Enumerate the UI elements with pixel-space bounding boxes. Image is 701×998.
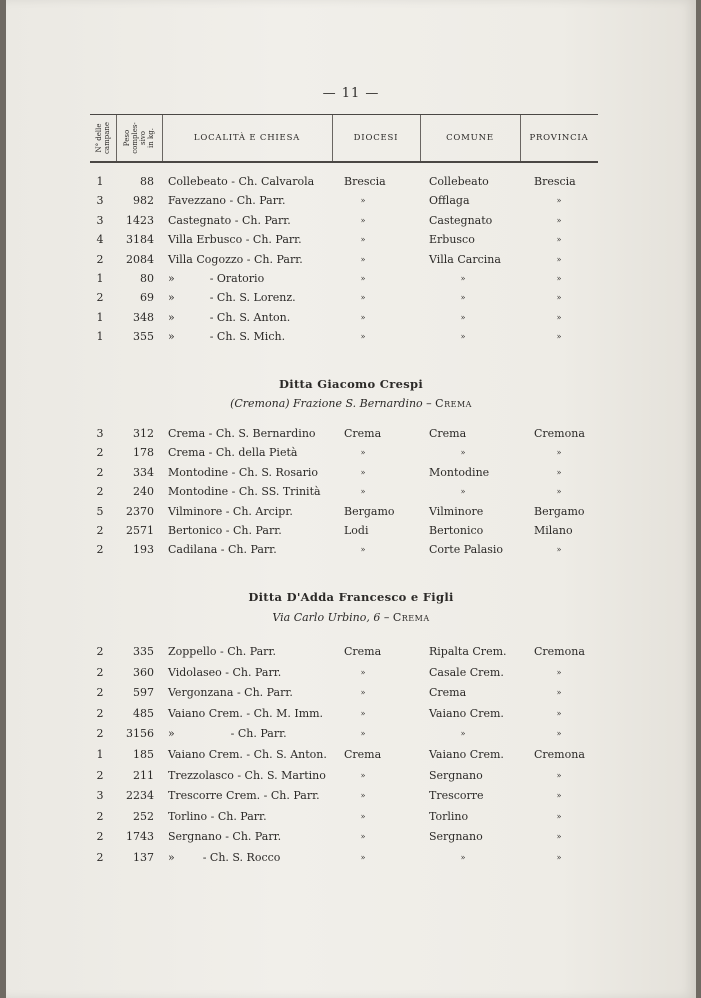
cell-comune: Offlaga [429, 194, 470, 208]
table-header [90, 114, 598, 163]
cell-comune: Bertonico [429, 524, 484, 537]
cell-diocesi: » [360, 312, 366, 322]
table-row [6, 289, 696, 307]
cell-provincia: Cremona [534, 748, 585, 761]
cell-peso: 597 [133, 686, 154, 700]
cell-peso: 334 [133, 465, 154, 479]
cell-localita: Vilminore - Ch. Arcipr. [168, 504, 293, 518]
header-comune: COMUNE [420, 115, 521, 161]
cell-num-campane: 2 [96, 446, 104, 460]
cell-comune: Crema [429, 686, 467, 700]
cell-peso: 485 [133, 706, 154, 720]
cell-localita: » - Ch. S. Rocco [168, 851, 281, 864]
header-diocesi: DIOCESI [332, 115, 421, 161]
cell-num-campane: 2 [96, 645, 104, 658]
cell-num-campane: 2 [96, 252, 104, 266]
section-title-crespi: Ditta Giacomo Crespi [279, 377, 423, 391]
cell-localita: Villa Cogozzo - Ch. Parr. [168, 252, 303, 266]
table-row [6, 503, 696, 521]
cell-peso: 2084 [126, 252, 154, 266]
cell-localita: Trezzolasco - Ch. S. Martino [168, 768, 326, 782]
table-row [6, 808, 696, 826]
cell-localita: » - Ch. S. Anton. [168, 310, 291, 324]
document-page [6, 0, 696, 998]
cell-provincia: » [556, 467, 562, 477]
cell-provincia: Cremona [534, 427, 585, 440]
cell-localita: » - Oratorio [168, 272, 265, 285]
cell-localita: Cadilana - Ch. Parr. [168, 543, 277, 557]
cell-provincia: » [556, 853, 562, 862]
header-num-campane: N° delle campane [90, 115, 117, 161]
cell-num-campane: 2 [96, 809, 104, 823]
cell-comune: » [460, 853, 466, 862]
cell-peso: 211 [133, 768, 154, 782]
cell-diocesi: » [360, 235, 366, 245]
page-number: — 11 — [322, 86, 380, 101]
cell-peso: 88 [140, 175, 154, 188]
table-row [6, 483, 696, 501]
cell-diocesi: Crema [344, 748, 382, 761]
cell-localita: Collebeato - Ch. Calvarola [168, 175, 315, 188]
cell-peso: 2370 [126, 504, 154, 518]
cell-provincia: » [556, 811, 562, 821]
cell-provincia: » [556, 708, 562, 718]
cell-comune: Trescorre [429, 789, 484, 803]
cell-comune: Torlino [429, 809, 469, 823]
cell-peso: 3156 [126, 727, 154, 741]
cell-comune: Vaiano Crem. [429, 706, 504, 720]
cell-diocesi: » [360, 545, 366, 555]
cell-localita: Zoppello - Ch. Parr. [168, 645, 276, 658]
cell-peso: 312 [133, 427, 154, 440]
cell-peso: 2234 [126, 789, 154, 803]
cell-num-campane: 3 [96, 194, 104, 208]
cell-peso: 1743 [126, 830, 154, 844]
table-row [6, 464, 696, 482]
table-row [6, 767, 696, 785]
cell-diocesi: » [360, 708, 366, 718]
table-row [6, 212, 696, 230]
table-row [6, 828, 696, 846]
cell-diocesi: » [360, 487, 366, 497]
cell-comune: » [460, 729, 466, 739]
cell-num-campane: 1 [96, 310, 104, 324]
cell-num-campane: 2 [96, 485, 104, 499]
table-row [6, 231, 696, 249]
cell-peso: 69 [140, 291, 154, 305]
table-row [6, 192, 696, 210]
cell-provincia: » [556, 332, 562, 342]
header-localita: LOCALITÀ E CHIESA [162, 115, 333, 161]
cell-peso: 185 [133, 748, 154, 761]
cell-comune: Sergnano [429, 830, 483, 844]
cell-provincia: » [556, 293, 562, 303]
cell-diocesi: » [360, 811, 366, 821]
cell-diocesi: » [360, 467, 366, 477]
cell-comune: » [460, 274, 466, 283]
cell-provincia: » [556, 667, 562, 677]
cell-localita: Montodine - Ch. S. Rosario [168, 465, 319, 479]
cell-num-campane: 2 [96, 524, 104, 537]
cell-comune: Collebeato [429, 175, 489, 188]
section-subtitle-dadda: Via Carlo Urbino, 6 – Crema [272, 611, 430, 624]
cell-provincia: » [556, 545, 562, 555]
cell-num-campane: 5 [96, 504, 104, 518]
cell-localita: Vergonzana - Ch. Parr. [168, 686, 293, 700]
cell-peso: 1423 [126, 213, 154, 227]
cell-provincia: » [556, 487, 562, 497]
cell-comune: » [460, 332, 466, 342]
cell-comune: Castegnato [429, 213, 493, 227]
cell-comune: Casale Crem. [429, 665, 504, 679]
cell-num-campane: 2 [96, 291, 104, 305]
table-row [6, 725, 696, 743]
cell-peso: 252 [133, 809, 154, 823]
cell-num-campane: 3 [96, 789, 104, 803]
cell-provincia: Milano [534, 524, 573, 537]
cell-diocesi: » [360, 332, 366, 342]
table-row [6, 643, 696, 661]
cell-peso: 335 [133, 645, 154, 658]
cell-diocesi: » [360, 667, 366, 677]
cell-localita: Crema - Ch. S. Bernardino [168, 427, 316, 440]
table-row [6, 849, 696, 867]
section-subtitle-crespi: (Cremona) Frazione S. Bernardino – Crema [230, 397, 472, 410]
cell-localita: » - Ch. Parr. [168, 727, 287, 741]
cell-comune: Crema [429, 427, 467, 440]
cell-comune: Ripalta Crem. [429, 645, 507, 658]
cell-provincia: Brescia [534, 175, 576, 188]
cell-localita: Torlino - Ch. Parr. [168, 809, 267, 823]
cell-peso: 137 [133, 851, 154, 864]
cell-diocesi: » [360, 770, 366, 780]
cell-localita: Vidolaseo - Ch. Parr. [168, 665, 282, 679]
cell-comune: » [460, 312, 466, 322]
cell-diocesi: » [360, 196, 366, 206]
cell-comune: Villa Carcina [429, 252, 501, 266]
cell-diocesi: » [360, 688, 366, 698]
table-row [6, 746, 696, 764]
cell-diocesi: Brescia [344, 175, 386, 188]
cell-localita: Favezzano - Ch. Parr. [168, 194, 286, 208]
cell-diocesi: Bergamo [344, 504, 395, 518]
cell-localita: Vaiano Crem. - Ch. S. Anton. [168, 748, 327, 761]
cell-num-campane: 2 [96, 727, 104, 741]
cell-diocesi: » [360, 274, 366, 283]
cell-num-campane: 3 [96, 427, 104, 440]
cell-comune: Vilminore [429, 504, 484, 518]
cell-provincia: » [556, 832, 562, 842]
cell-diocesi: » [360, 215, 366, 225]
cell-peso: 2571 [126, 524, 154, 537]
cell-localita: Villa Erbusco - Ch. Parr. [168, 233, 302, 247]
cell-num-campane: 4 [96, 233, 104, 247]
cell-comune: Montodine [429, 465, 490, 479]
table-row [6, 425, 696, 443]
table-row [6, 309, 696, 327]
cell-provincia: » [556, 770, 562, 780]
cell-num-campane: 2 [96, 686, 104, 700]
cell-peso: 240 [133, 485, 154, 499]
cell-diocesi: » [360, 729, 366, 739]
table-row [6, 270, 696, 288]
cell-num-campane: 1 [96, 330, 104, 344]
cell-num-campane: 2 [96, 768, 104, 782]
cell-num-campane: 2 [96, 851, 104, 864]
table-row [6, 664, 696, 682]
cell-provincia: » [556, 729, 562, 739]
cell-num-campane: 1 [96, 175, 104, 188]
table-row [6, 705, 696, 723]
cell-localita: Vaiano Crem. - Ch. M. Imm. [168, 706, 324, 720]
cell-diocesi: Lodi [344, 524, 369, 537]
table-row [6, 522, 696, 540]
cell-localita: Castegnato - Ch. Parr. [168, 213, 291, 227]
table-row [6, 328, 696, 346]
cell-provincia: » [556, 215, 562, 225]
cell-diocesi: » [360, 832, 366, 842]
cell-provincia: » [556, 254, 562, 264]
cell-diocesi: » [360, 448, 366, 458]
cell-num-campane: 2 [96, 830, 104, 844]
cell-num-campane: 1 [96, 272, 104, 285]
cell-num-campane: 1 [96, 748, 104, 761]
cell-peso: 982 [133, 194, 154, 208]
cell-num-campane: 2 [96, 465, 104, 479]
cell-num-campane: 2 [96, 543, 104, 557]
cell-diocesi: » [360, 791, 366, 801]
cell-provincia: » [556, 448, 562, 458]
cell-num-campane: 2 [96, 706, 104, 720]
header-provincia: PROVINCIA [529, 133, 589, 143]
cell-num-campane: 3 [96, 213, 104, 227]
cell-localita: Sergnano - Ch. Parr. [168, 830, 282, 844]
cell-comune: Corte Palasio [429, 543, 504, 557]
cell-provincia: » [556, 688, 562, 698]
cell-provincia: » [556, 312, 562, 322]
table-row [6, 541, 696, 559]
header-peso: Peso comples- sivo in kg. [116, 115, 163, 161]
cell-comune: » [460, 448, 466, 458]
cell-localita: Bertonico - Ch. Parr. [168, 524, 282, 537]
cell-localita: Trescorre Crem. - Ch. Parr. [168, 789, 320, 803]
cell-num-campane: 2 [96, 665, 104, 679]
cell-localita: Crema - Ch. della Pietà [168, 446, 298, 460]
cell-peso: 355 [133, 330, 154, 344]
cell-comune: Erbusco [429, 233, 475, 247]
cell-peso: 3184 [126, 233, 154, 247]
cell-comune: Sergnano [429, 768, 483, 782]
cell-diocesi: Crema [344, 645, 382, 658]
table-row [6, 173, 696, 191]
cell-comune: » [460, 487, 466, 497]
cell-peso: 178 [133, 446, 154, 460]
cell-provincia: Bergamo [534, 504, 585, 518]
cell-diocesi: » [360, 853, 366, 862]
cell-localita: » - Ch. S. Lorenz. [168, 291, 296, 305]
cell-diocesi: » [360, 254, 366, 264]
cell-diocesi: Crema [344, 427, 382, 440]
cell-provincia: » [556, 196, 562, 206]
cell-peso: 360 [133, 665, 154, 679]
cell-peso: 193 [133, 543, 154, 557]
cell-provincia: » [556, 235, 562, 245]
table-row [6, 684, 696, 702]
cell-comune: » [460, 293, 466, 303]
cell-provincia: » [556, 791, 562, 801]
cell-diocesi: » [360, 293, 366, 303]
cell-localita: » - Ch. S. Mich. [168, 330, 286, 344]
cell-provincia: Cremona [534, 645, 585, 658]
cell-peso: 80 [140, 272, 154, 285]
table-row [6, 444, 696, 462]
table-row [6, 787, 696, 805]
section-title-dadda: Ditta D'Adda Francesco e Figli [248, 590, 454, 604]
cell-comune: Vaiano Crem. [429, 748, 504, 761]
cell-peso: 348 [133, 310, 154, 324]
table-row [6, 251, 696, 269]
cell-localita: Montodine - Ch. SS. Trinità [168, 485, 321, 499]
cell-provincia: » [556, 274, 562, 283]
